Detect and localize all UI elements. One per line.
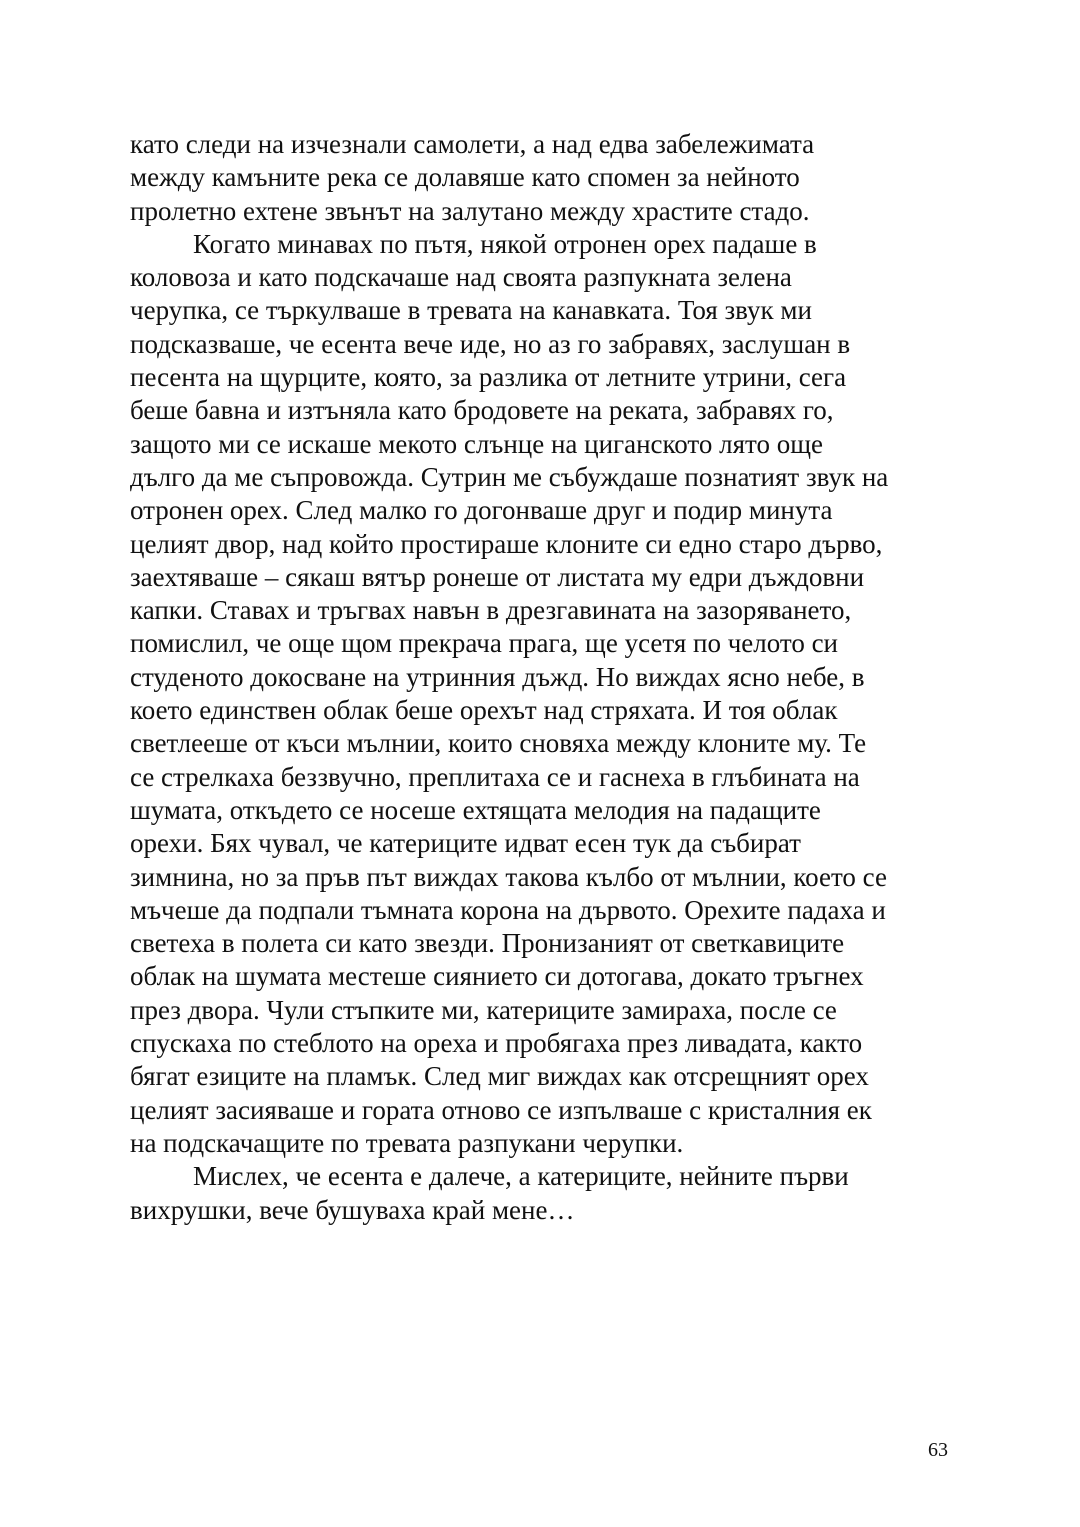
text-line: черупка, се търкулваше в тревата на канавката. Тоя звук ми — [130, 295, 812, 326]
text-line: мъчеше да подпали тъмната корона на дървото. Орехите падаха и — [130, 894, 886, 925]
text-line: се стрелкаха беззвучно, преплитаха се и гаснеха в глъбината на — [130, 761, 860, 792]
text-line: отронен орех. След малко го догонваше друг и подир минута — [130, 495, 833, 526]
text-line: пролетно ехтене звънът на залутано между храстите стадо. — [130, 195, 810, 226]
text-line: дълго да ме съпровожда. Сутрин ме събуждаше познатият звук на — [130, 461, 889, 492]
text-line: защото ми се искаше мекото слънце на циганското лято още — [130, 428, 823, 459]
page-number: 63 — [928, 1439, 948, 1461]
paragraph-start-line: Мислех, че есента е далече, а катериците, нейните първи — [193, 1161, 849, 1192]
text-line: подсказваше, че есента вече иде, но аз го забравях, заслушан в — [130, 328, 851, 359]
text-line: беше бавна и изтъняла като бродовете на реката, забравях го, — [130, 395, 834, 426]
text-line: вихрушки, вече бушуваха край мене… — [130, 1194, 575, 1225]
text-line: помислил, че още щом прекрача прага, ще усетя по челото си — [130, 628, 838, 659]
text-line: капки. Ставах и тръгвах навън в дрезгавината на зазоряването, — [130, 595, 852, 626]
text-line: светлееше от къси мълнии, които сновяха между клоните му. Те — [130, 728, 867, 759]
text-line: целият засияваше и гората отново се изпълваше с кристалния ек — [130, 1094, 872, 1125]
text-line: през двора. Чули стъпките ми, катериците замираха, после се — [130, 994, 837, 1025]
text-line: като следи на изчезнали самолети, а над едва забележимата — [130, 129, 815, 159]
text-line: на подскачащите по тревата разпукани черупки. — [130, 1127, 684, 1158]
text-line: между камъните река се долавяше като спомен за нейното — [130, 162, 800, 193]
text-line: студеното докосване на утринния дъжд. Но виждах ясно небе, в — [130, 661, 865, 692]
text-line: светеха в полета си като звезди. Пронизаният от светкавиците — [130, 928, 845, 959]
body-text — [130, 128, 960, 1227]
text-line: което единствен облак беше орехът над стряхата. И тоя облак — [130, 695, 838, 726]
text-line: спускаха по стеблото на ореха и пробягаха през ливадата, както — [130, 1028, 863, 1059]
text-line: облак на шумата местеше сиянието си дотогава, докато тръгнех — [130, 961, 864, 992]
paragraph-start-line: Когато минавах по пътя, някой отронен орех падаше в — [193, 228, 817, 259]
text-line: зимнина, но за пръв път виждах такова кълбо от мълнии, което се — [130, 861, 887, 892]
text-line: шумата, откъдето се носеше ехтящата мелодия на падащите — [130, 794, 821, 825]
text-line: целият двор, над който простираше клоните си едно старо дърво, — [130, 528, 883, 559]
text-line: песента на щурците, която, за разлика от летните утрини, сега — [130, 362, 847, 393]
text-line: бягат езиците на пламък. След миг виждах как отсрещният орех — [130, 1061, 869, 1092]
text-line: коловоза и като подскачаше над своята разпукната зелена — [130, 262, 792, 293]
text-line: орехи. Бях чувал, че катериците идват есен тук да събират — [130, 828, 801, 859]
text-line: заехтяваше – сякаш вятър ронеше от листата му едри дъждовни — [130, 561, 865, 592]
